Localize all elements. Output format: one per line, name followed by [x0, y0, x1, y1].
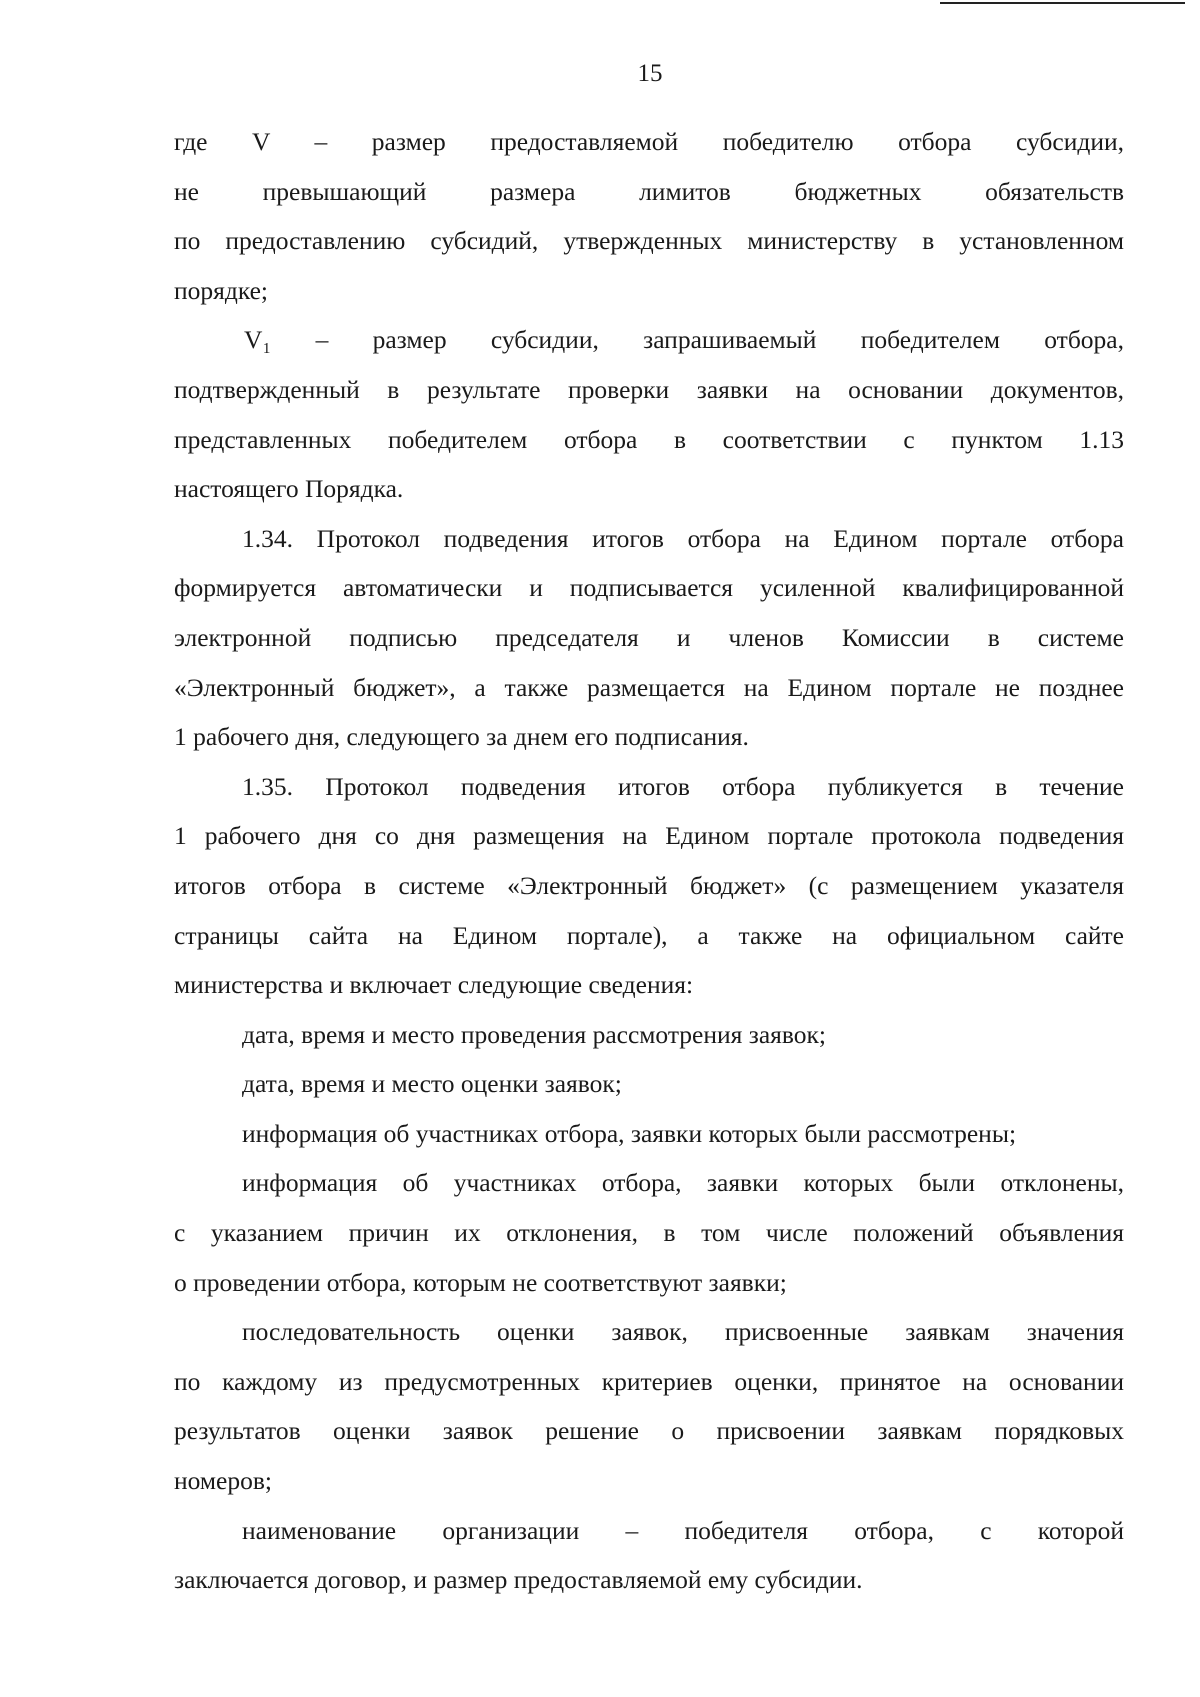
list-item-line: заключается договор, и размер предоставляемой ему субсидии. [174, 1565, 863, 1595]
paragraph-1-35-line: итогов отбора в системе «Электронный бюджет» (с размещением указателя [174, 870, 1124, 900]
v-definition-line: где V – размер предоставляемой победителю отбора субсидии, [174, 127, 1124, 156]
list-item-line: дата, время и место оценки заявок; [242, 1069, 622, 1099]
paragraph-1-34-line: 1 рабочего дня, следующего за днем его подписания. [174, 722, 749, 752]
paragraph-1-34-line: электронной подписью председателя и членов Комиссии в системе [174, 622, 1124, 652]
v1-definition-line: V₁ – размер субсидии, запрашиваемый победителем отбора, [244, 325, 1124, 355]
v1-definition-line: представленных победителем отбора в соответствии с пунктом 1.13 [174, 424, 1124, 454]
list-item-line: с указанием причин их отклонения, в том числе положений объявления [174, 1218, 1124, 1248]
document-body [174, 117, 1124, 1605]
list-item-line: наименование организации – победителя отбора, с которой [242, 1515, 1124, 1545]
paragraph-1-35-line: 1 рабочего дня со дня размещения на Едином портале протокола подведения [174, 821, 1124, 851]
list-item-line: дата, время и место проведения рассмотрения заявок; [242, 1019, 826, 1049]
paragraph-1-35-line: 1.35. Протокол подведения итогов отбора публикуется в течение [242, 771, 1124, 801]
list-item-line: номеров; [174, 1466, 272, 1496]
list-item-line: результатов оценки заявок решение о присвоении заявкам порядковых [174, 1416, 1124, 1446]
page-number: 15 [637, 60, 663, 87]
paragraph-1-34-line: 1.34. Протокол подведения итогов отбора на Едином портале отбора [242, 523, 1124, 553]
v-definition-line: не превышающий размера лимитов бюджетных обязательств [174, 176, 1124, 206]
v-definition-line: по предоставлению субсидий, утвержденных министерству в установленном [174, 226, 1124, 256]
list-item-line: по каждому из предусмотренных критериев оценки, принятое на основании [174, 1366, 1124, 1396]
list-item-line: о проведении отбора, которым не соответствуют заявки; [174, 1267, 787, 1297]
paragraph-1-34-line: «Электронный бюджет», а также размещается на Едином портале не позднее [174, 672, 1124, 702]
v1-definition-line: подтвержденный в результате проверки заявки на основании документов, [174, 374, 1124, 404]
top-edge-line [940, 2, 1185, 4]
paragraph-1-35-line: страницы сайта на Едином портале), а также на официальном сайте [174, 920, 1124, 950]
list-item-line: информация об участниках отбора, заявки которых были отклонены, [242, 1168, 1124, 1198]
paragraph-1-34-line: формируется автоматически и подписывается усиленной квалифицированной [174, 573, 1124, 603]
list-item-line: информация об участниках отбора, заявки которых были рассмотрены; [242, 1118, 1017, 1148]
v-definition-line: порядке; [174, 275, 269, 305]
list-item-line: последовательность оценки заявок, присвоенные заявкам значения [242, 1317, 1124, 1347]
v1-definition-line: настоящего Порядка. [174, 474, 404, 504]
paragraph-1-35-line: министерства и включает следующие сведения: [174, 970, 694, 1000]
